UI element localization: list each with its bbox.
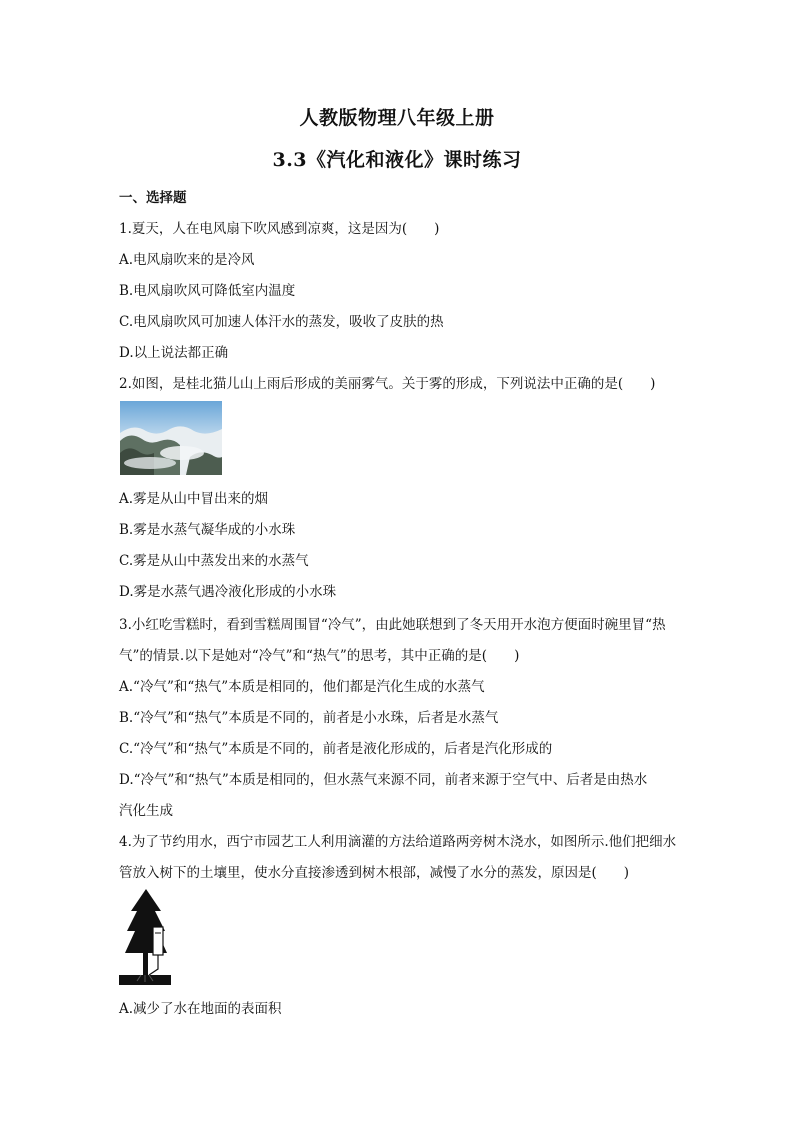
q3-option-d-line2: 汽化生成 [119, 803, 173, 819]
q3-stem-line1: 3.小红吃雪糕时，看到雪糕周围冒“冷气”，由此她联想到了冬天用开水泡方便面时碗里冒“热 [119, 617, 666, 633]
q4-option-a: A.减少了水在地面的表面积 [119, 1001, 282, 1017]
q3-option-c: C.“冷气”和“热气”本质是不同的，前者是液化形成的，后者是汽化形成的 [119, 741, 553, 757]
q2-option-a: A.雾是从山中冒出来的烟 [119, 491, 269, 507]
drip-irrigation-tree-figure [119, 887, 171, 985]
q3-option-d-line1: D.“冷气”和“热气”本质是相同的，但水蒸气来源不同，前者来源于空气中、后者是由热水 [119, 772, 648, 788]
q2-option-c: C.雾是从山中蒸发出来的水蒸气 [119, 553, 309, 569]
q2-option-d: D.雾是水蒸气遇冷液化形成的小水珠 [119, 584, 337, 600]
q1-option-c: C.电风扇吹风可加速人体汗水的蒸发，吸收了皮肤的热 [119, 314, 444, 330]
q3-option-b: B.“冷气”和“热气”本质是不同的，前者是小水珠，后者是水蒸气 [119, 710, 499, 726]
fog-mountain-photo [120, 401, 222, 475]
q2-stem: 2.如图，是桂北猫儿山上雨后形成的美丽雾气。关于雾的形成，下列说法中正确的是( ) [119, 376, 656, 392]
q3-stem-line2: 气”的情景.以下是她对“冷气”和“热气”的思考，其中正确的是( ) [119, 648, 520, 664]
q3-option-a: A.“冷气”和“热气”本质是相同的，他们都是汽化生成的水蒸气 [119, 679, 485, 695]
document-subtitle: 3.3《汽化和液化》课时练习 [272, 149, 522, 171]
q4-stem-line1: 4.为了节约用水，西宁市园艺工人利用滴灌的方法给道路两旁树木浇水，如图所示.他们把细水 [119, 834, 677, 850]
section-heading: 一、选择题 [119, 190, 187, 206]
q4-stem-line2: 管放入树下的土壤里，使水分直接渗透到树木根部，减慢了水分的蒸发，原因是( ) [119, 865, 630, 881]
document-title: 人教版物理八年级上册 [299, 107, 495, 129]
q1-option-b: B.电风扇吹风可降低室内温度 [119, 283, 296, 299]
q1-option-a: A.电风扇吹来的是冷风 [119, 252, 255, 268]
q2-option-b: B.雾是水蒸气凝华成的小水珠 [119, 522, 296, 538]
q1-stem: 1.夏天，人在电风扇下吹风感到凉爽，这是因为( ) [119, 221, 440, 237]
q1-option-d: D.以上说法都正确 [119, 345, 229, 361]
